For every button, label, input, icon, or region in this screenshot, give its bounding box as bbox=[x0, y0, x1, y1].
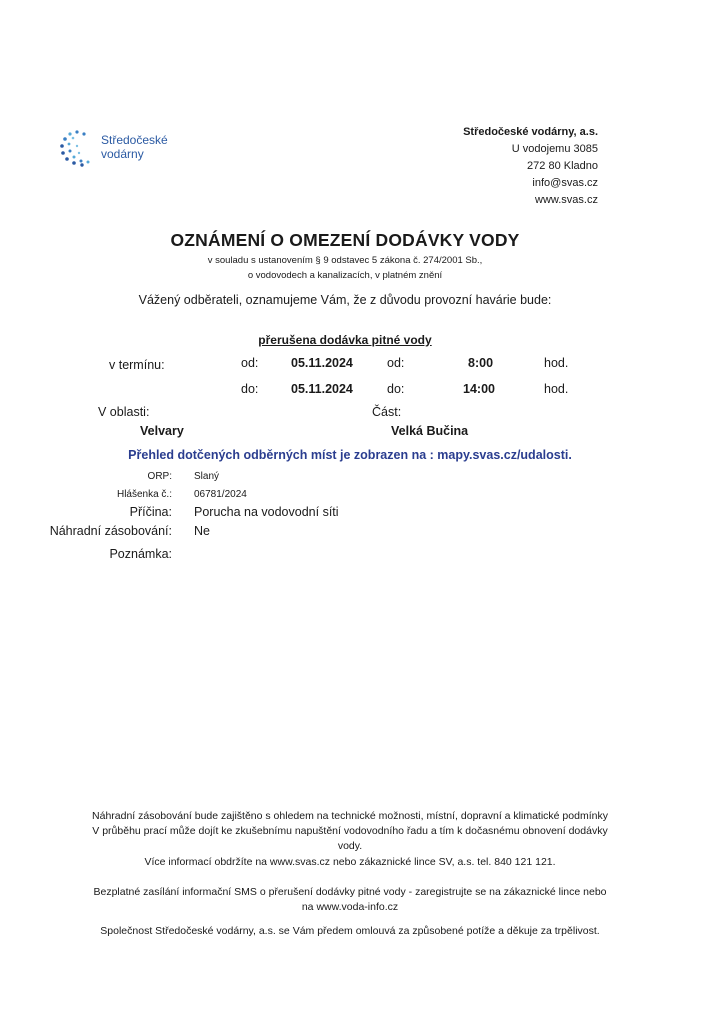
company-logo bbox=[57, 128, 187, 168]
cause-label: Příčina: bbox=[129, 505, 172, 519]
replacement-value: Ne bbox=[194, 524, 210, 538]
legal-reference-1: v souladu s ustanovením § 9 odstavec 5 zákona č. 274/2001 Sb., bbox=[207, 255, 483, 266]
from-time-label: od: bbox=[387, 356, 405, 370]
to-time-unit: hod. bbox=[544, 382, 569, 396]
to-time: 14:00 bbox=[463, 382, 495, 396]
footer-line: vody. bbox=[337, 840, 363, 852]
footer-line: V průběhu prací může dojít ke zkušebnímu napuštění vodovodního řadu a tím k dočasnému obnovení dodávky bbox=[92, 825, 608, 837]
orp-value: Slaný bbox=[194, 471, 220, 482]
report-label: Hlášenka č.: bbox=[116, 489, 172, 500]
page-title: OZNÁMENÍ O OMEZENÍ DODÁVKY VODY bbox=[170, 230, 520, 250]
from-date: 05.11.2024 bbox=[291, 356, 353, 370]
area-value: Velvary bbox=[140, 424, 184, 438]
intro-text: Vážený odběrateli, oznamujeme Vám, že z důvodu provozní havárie bude: bbox=[138, 293, 552, 307]
company-address bbox=[463, 124, 598, 209]
note-label: Poznámka: bbox=[109, 547, 172, 561]
cause-value: Porucha na vodovodní síti bbox=[194, 505, 339, 519]
to-time-label: do: bbox=[387, 382, 405, 396]
footer-sms bbox=[30, 885, 670, 915]
footer-line: Náhradní zásobování bude zajištěno s ohledem na technické možnosti, místní, dopravní a klimatické podmínky bbox=[92, 810, 608, 822]
from-time-unit: hod. bbox=[544, 356, 569, 370]
area-label: V oblasti: bbox=[98, 405, 150, 419]
part-value: Velká Bučina bbox=[391, 424, 469, 438]
part-label: Část: bbox=[372, 405, 402, 419]
from-date-label: od: bbox=[241, 356, 259, 370]
footer-replacement-info bbox=[30, 809, 670, 854]
logo-line-1: Středočeské bbox=[101, 133, 168, 147]
city: 272 80 Kladno bbox=[527, 160, 598, 172]
to-date: 05.11.2024 bbox=[291, 382, 353, 396]
footer-line: Bezplatné zasílání informační SMS o přerušení dodávky pitné vody - zaregistrujte se na zákaznické lince nebo bbox=[93, 886, 607, 898]
logo-line-2: vodárny bbox=[101, 147, 144, 161]
street: U vodojemu 3085 bbox=[511, 143, 598, 155]
affected-points-link[interactable]: Přehled dotčených odběrných míst je zobrazen na : mapy.svas.cz/udalosti. bbox=[128, 448, 572, 462]
outage-headline: přerušena dodávka pitné vody bbox=[258, 333, 432, 347]
footer-apology: Společnost Středočeské vodárny, a.s. se Vám předem omlouvá za způsobené potíže a děkuje za trpělivost. bbox=[100, 925, 600, 937]
legal-reference-2: o vodovodech a kanalizacích, v platném znění bbox=[247, 270, 443, 281]
schedule-label: v termínu: bbox=[109, 358, 165, 372]
website: www.svas.cz bbox=[535, 194, 598, 206]
company-name: Středočeské vodárny, a.s. bbox=[463, 126, 598, 138]
footer-line: na www.voda-info.cz bbox=[301, 901, 399, 913]
water-drops-icon bbox=[57, 128, 97, 168]
report-value: 06781/2024 bbox=[194, 489, 247, 500]
email: info@svas.cz bbox=[532, 177, 598, 189]
orp-label: ORP: bbox=[147, 471, 172, 482]
to-date-label: do: bbox=[241, 382, 259, 396]
footer-contact: Více informací obdržíte na www.svas.cz nebo zákaznické lince SV, a.s. tel. 840 121 121. bbox=[144, 856, 556, 868]
replacement-label: Náhradní zásobování: bbox=[49, 524, 172, 538]
from-time: 8:00 bbox=[468, 356, 494, 370]
